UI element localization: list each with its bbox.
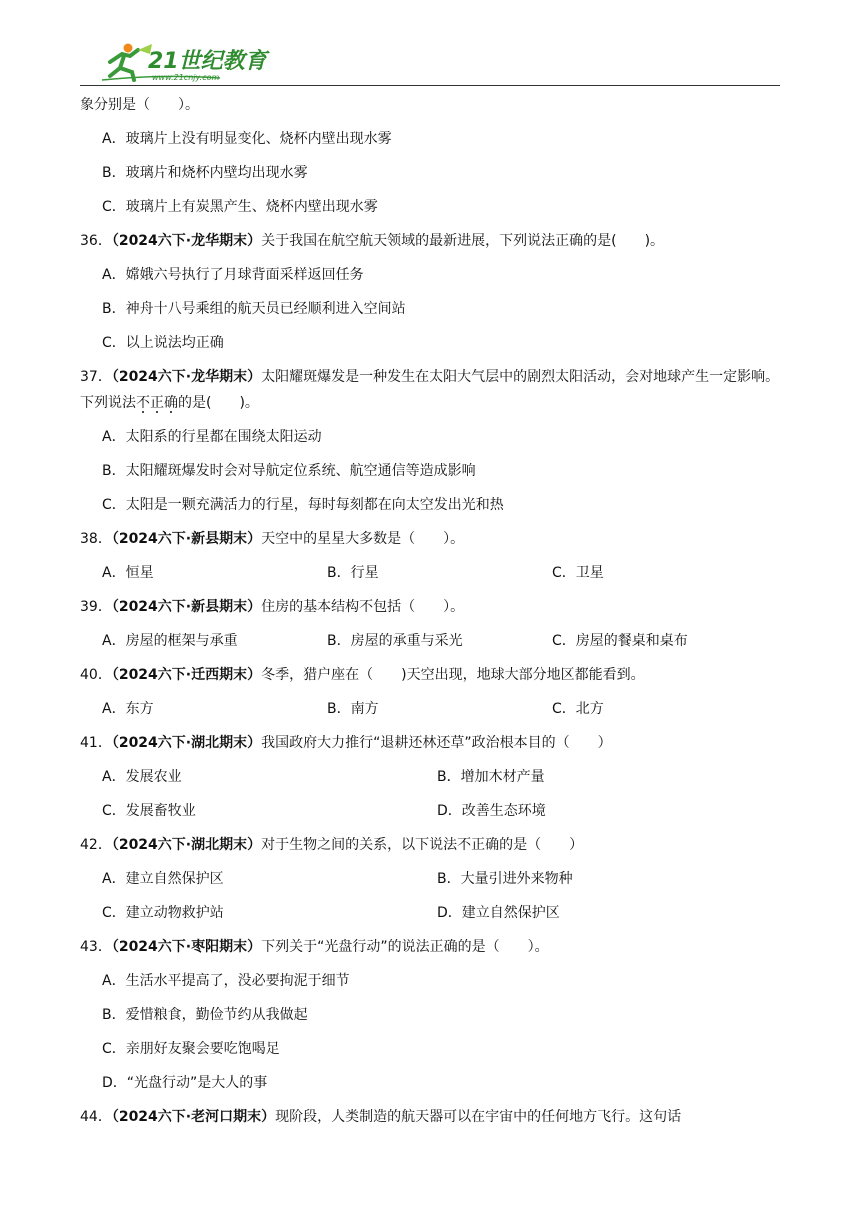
option-text: 建立自然保护区: [125, 871, 224, 887]
option-text: 房屋的框架与承重: [125, 633, 238, 649]
option-text: 东方: [125, 701, 154, 717]
option-label: C．: [102, 199, 126, 215]
option-text: 建立自然保护区: [461, 905, 560, 921]
question-text: 太阳耀斑爆发是一种发生在太阳大气层中的剧烈太阳活动，会对地球产生一定影响。下列说法: [80, 369, 780, 411]
answer-option: [80, 292, 780, 326]
question-number: 40．: [80, 667, 112, 683]
answer-option: [80, 190, 780, 224]
answer-option: [102, 794, 437, 828]
svg-text:www.21cnjy.com: www.21cnjy.com: [152, 73, 220, 82]
answer-option: [80, 1066, 780, 1100]
answer-options-row: [80, 794, 780, 828]
option-label: C．: [102, 497, 126, 513]
answer-option: [80, 122, 780, 156]
option-text: 嫦娥六号执行了月球背面采样返回任务: [125, 267, 364, 283]
21cnjy-logo: [100, 40, 275, 84]
option-text: 增加木材产量: [460, 769, 545, 785]
option-label: A．: [102, 267, 126, 283]
option-label: B．: [102, 165, 126, 181]
option-label: B．: [327, 701, 351, 717]
question-stem: [80, 224, 780, 258]
option-text: 南方: [350, 701, 379, 717]
question-number: 44．: [80, 1109, 112, 1125]
option-text: 房屋的餐桌和桌布: [575, 633, 688, 649]
question-stem: [80, 360, 780, 420]
question-source: （2024六下·枣阳期末）: [111, 939, 262, 955]
option-label: B．: [437, 769, 461, 785]
answer-option: [80, 964, 780, 998]
question-stem: [80, 930, 780, 964]
option-label: C．: [552, 565, 576, 581]
answer-option: [437, 862, 772, 896]
option-text: 发展畜牧业: [125, 803, 196, 819]
option-text: 生活水平提高了，没必要拘泥于细节: [125, 973, 350, 989]
question-source: （2024六下·新县期末）: [111, 531, 262, 547]
question-source: （2024六下·湖北期末）: [111, 837, 262, 853]
answer-option: [102, 556, 327, 590]
option-label: C．: [552, 633, 576, 649]
option-text: 玻璃片和烧杯内壁均出现水雾: [125, 165, 308, 181]
answer-option: [102, 896, 437, 930]
question-text: 下列关于“光盘行动”的说法正确的是（ ）。: [261, 939, 549, 955]
option-label: B．: [437, 871, 461, 887]
question-stem: [80, 828, 780, 862]
option-label: C．: [552, 701, 576, 717]
option-label: B．: [102, 463, 126, 479]
answer-option: [437, 760, 772, 794]
answer-option: [437, 794, 772, 828]
option-text: 太阳系的行星都在围绕太阳运动: [125, 429, 322, 445]
answer-option: [80, 998, 780, 1032]
answer-option: [102, 692, 327, 726]
answer-options-row: [80, 896, 780, 930]
answer-option: [102, 624, 327, 658]
option-label: B．: [102, 1007, 126, 1023]
question-text: 我国政府大力推行“退耕还林还草”政治根本目的（ ）: [261, 735, 612, 751]
option-label: B．: [102, 301, 126, 317]
option-label: C．: [102, 335, 126, 351]
option-label: A．: [102, 973, 126, 989]
option-label: C．: [102, 1041, 126, 1057]
question-stem: [80, 726, 780, 760]
answer-option: [80, 454, 780, 488]
answer-option: [80, 1032, 780, 1066]
answer-option: [552, 556, 777, 590]
option-text: 太阳是一颗充满活力的行星，每时每刻都在向太空发出光和热: [125, 497, 504, 513]
question-source: （2024六下·龙华期末）: [111, 369, 262, 385]
option-text: 爱惜粮食，勤俭节约从我做起: [125, 1007, 308, 1023]
option-label: A．: [102, 633, 126, 649]
question-stem: [80, 658, 780, 692]
option-label: D．: [102, 1075, 127, 1091]
page-header: [0, 0, 860, 88]
question-number: 41．: [80, 735, 112, 751]
question-text: 冬季，猎户座在（ )天空出现，地球大部分地区都能看到。: [261, 667, 645, 683]
option-text: 改善生态环境: [461, 803, 546, 819]
answer-option: [327, 692, 552, 726]
question-number: 39．: [80, 599, 112, 615]
question-text: 现阶段，人类制造的航天器可以在宇宙中的任何地方飞行。这句话: [275, 1109, 682, 1125]
question-list: [80, 88, 780, 1134]
answer-option: [327, 624, 552, 658]
emphasis-char: 不: [136, 395, 150, 411]
option-text: 神舟十八号乘组的航天员已经顺利进入空间站: [125, 301, 406, 317]
question-number: 43．: [80, 939, 112, 955]
option-label: A．: [102, 871, 126, 887]
answer-option: [552, 692, 777, 726]
question-source: （2024六下·迁西期末）: [111, 667, 262, 683]
answer-option: [80, 488, 780, 522]
option-text: 以上说法均正确: [125, 335, 224, 351]
question-number: 36．: [80, 233, 112, 249]
question-stem: [80, 1100, 780, 1134]
answer-option: [80, 420, 780, 454]
question-source: （2024六下·湖北期末）: [111, 735, 262, 751]
answer-option: [437, 896, 772, 930]
option-label: A．: [102, 429, 126, 445]
option-label: A．: [102, 131, 126, 147]
option-label: A．: [102, 565, 126, 581]
continued-text: 象分别是（ ）。: [80, 97, 199, 113]
option-label: B．: [327, 565, 351, 581]
question-text-end: 的是( )。: [178, 395, 259, 411]
question-source: （2024六下·新县期末）: [111, 599, 262, 615]
header-rule: [80, 85, 780, 86]
option-label: C．: [102, 905, 126, 921]
option-text: 卫星: [575, 565, 604, 581]
question-text: 对于生物之间的关系，以下说法不正确的是（ ）: [261, 837, 584, 853]
question-source: （2024六下·龙华期末）: [111, 233, 262, 249]
option-text: 玻璃片上有炭黑产生、烧杯内壁出现水雾: [125, 199, 378, 215]
question-stem: [80, 522, 780, 556]
answer-option: [102, 760, 437, 794]
option-text: 北方: [575, 701, 604, 717]
option-label: D．: [437, 905, 462, 921]
emphasis-dotted-text: [136, 395, 178, 411]
option-text: 发展农业: [125, 769, 182, 785]
question-number: 42．: [80, 837, 112, 853]
option-label: A．: [102, 769, 126, 785]
question-number: 38．: [80, 531, 112, 547]
option-text: 太阳耀斑爆发时会对导航定位系统、航空通信等造成影响: [125, 463, 476, 479]
option-text: 建立动物救护站: [125, 905, 224, 921]
option-text: 行星: [350, 565, 379, 581]
answer-options-row: [80, 556, 780, 590]
emphasis-char: 确: [164, 395, 178, 411]
question-number: 37．: [80, 369, 112, 385]
option-label: C．: [102, 803, 126, 819]
option-label: A．: [102, 701, 126, 717]
option-label: D．: [437, 803, 462, 819]
emphasis-char: 正: [150, 395, 164, 411]
option-text: 大量引进外来物种: [460, 871, 573, 887]
answer-option: [80, 156, 780, 190]
answer-option: [552, 624, 777, 658]
option-text: “光盘行动”是大人的事: [126, 1075, 268, 1091]
answer-option: [80, 326, 780, 360]
answer-option: [102, 862, 437, 896]
question-text: 住房的基本结构不包括（ ）。: [261, 599, 465, 615]
svg-text:21世纪教育: 21世纪教育: [148, 49, 267, 74]
option-label: B．: [327, 633, 351, 649]
option-text: 玻璃片上没有明显变化、烧杯内壁出现水雾: [125, 131, 392, 147]
option-text: 房屋的承重与采光: [350, 633, 463, 649]
answer-option: [80, 258, 780, 292]
option-text: 亲朋好友聚会要吃饱喝足: [125, 1041, 280, 1057]
answer-option: [327, 556, 552, 590]
answer-options-row: [80, 692, 780, 726]
question-source: （2024六下·老河口期末）: [111, 1109, 276, 1125]
answer-options-row: [80, 624, 780, 658]
question-text: 天空中的星星大多数是（ ）。: [261, 531, 465, 547]
question-text: 关于我国在航空航天领域的最新进展，下列说法正确的是( )。: [261, 233, 665, 249]
answer-options-row: [80, 862, 780, 896]
answer-options-row: [80, 760, 780, 794]
option-text: 恒星: [125, 565, 154, 581]
question-stem: [80, 590, 780, 624]
